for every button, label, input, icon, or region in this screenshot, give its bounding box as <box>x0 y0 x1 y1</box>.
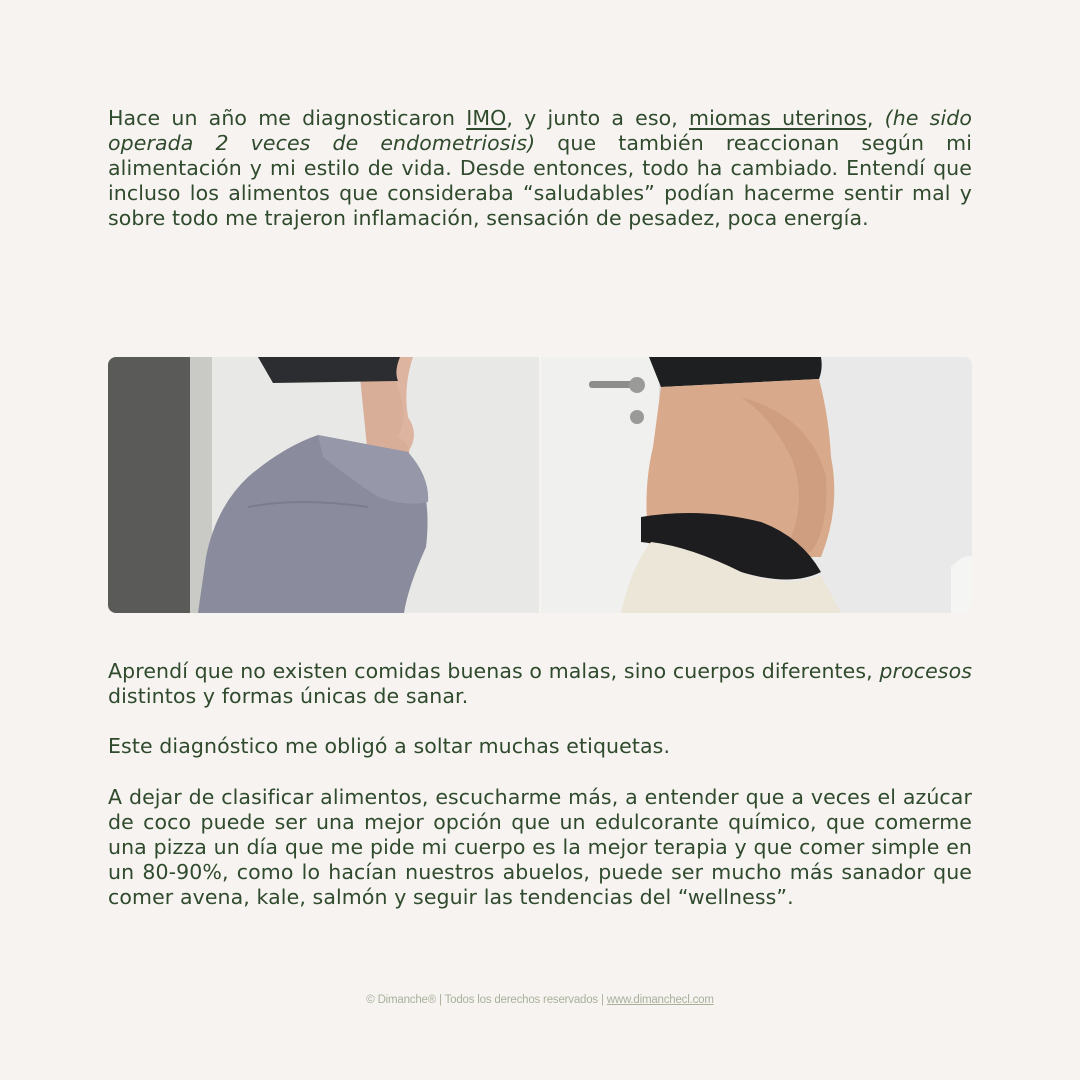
photo-before <box>108 357 539 613</box>
footer <box>0 994 1080 1006</box>
photo-after <box>541 357 972 613</box>
body-text-1b: distintos y formas únicas de sanar. <box>108 684 469 708</box>
intro-text-3: , <box>866 106 885 130</box>
photo-before-image <box>108 357 539 613</box>
footer-website-link[interactable]: www.dimanchecl.com <box>606 994 714 1006</box>
intro-paragraph <box>108 106 972 231</box>
imo-link[interactable]: IMO <box>466 106 507 130</box>
footer-copyright: © Dimanche® | Todos los derechos reservados | <box>366 994 607 1006</box>
body-paragraph-3: A dejar de clasificar alimentos, escucharme más, a entender que a veces el azúcar de coco puede ser una mejor opción que un edulcorante químico, que comerme una pizza un día que me pide mi cuerpo es la mejor terapia y que comer simple en un 80-90%, como lo hacían nuestros abuelos, puede ser mucho más sanador que comer avena, kale, salmón y seguir las tendencias del “wellness”. <box>108 785 972 909</box>
before-after-photos <box>108 357 972 613</box>
intro-text-1: Hace un año me diagnosticaron <box>108 106 467 130</box>
photo-after-image <box>541 357 972 613</box>
body-paragraph-2: Este diagnóstico me obligó a soltar muchas etiquetas. <box>108 734 671 758</box>
intro-text-4: que también reaccionan según mi alimentación y mi estilo de vida. Desde entonces, todo ha cambiado. Entendí que incluso los alimentos que consideraba “saludables” podían hacerme sentir mal y sobre todo me trajeron inflamación, sensación de pesadez, poca energía. <box>108 131 973 230</box>
body-italic-procesos: procesos <box>879 659 972 683</box>
miomas-link[interactable]: miomas uterinos <box>689 106 867 130</box>
intro-italic-note: (he sido operada 2 veces de endometriosis) <box>108 106 973 155</box>
intro-text-2: , y junto a eso, <box>506 106 689 130</box>
body-paragraph-1 <box>108 659 972 709</box>
body-text-1a: Aprendí que no existen comidas buenas o malas, sino cuerpos diferentes, <box>108 659 880 683</box>
